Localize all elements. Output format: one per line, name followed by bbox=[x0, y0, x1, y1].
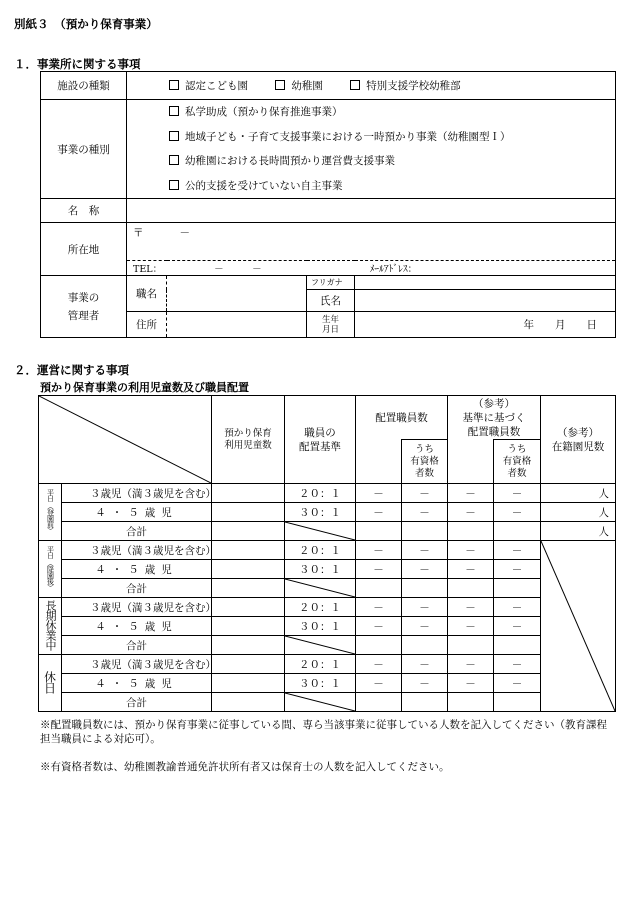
staff-cell[interactable]: － bbox=[356, 655, 402, 674]
ref-staff-cell[interactable]: － bbox=[448, 484, 494, 503]
qual-total-cell[interactable] bbox=[402, 522, 448, 541]
tel-dashes: － － bbox=[214, 264, 262, 275]
staff-total-cell[interactable] bbox=[356, 522, 402, 541]
enrolled-cell[interactable]: 人 bbox=[541, 503, 616, 522]
note-staff: ※配置職員数には、預かり保育事業に従事している間、専ら当該事業に従事している人数を記入してください（教育課程担当職員による対応可）。 bbox=[40, 719, 607, 745]
staff-cell[interactable]: － bbox=[356, 484, 402, 503]
note-qualified: ※有資格者数は、幼稚園教諭普通免許状所有者又は保育士の人数を記入してください。 bbox=[40, 761, 450, 773]
checkbox-business-1[interactable]: 私学助成（預かり保育推進事業） bbox=[169, 100, 615, 125]
ref-qual-cell[interactable]: － bbox=[494, 674, 541, 693]
row-45yr-label: ４・５歳児 bbox=[62, 503, 212, 522]
facility-table bbox=[40, 71, 616, 338]
col-qual-header: うち 有資格 者数 bbox=[402, 440, 448, 484]
checkbox-yochien[interactable]: 幼稚園 bbox=[275, 80, 323, 92]
col-standard-header: 職員の 配置基準 bbox=[285, 396, 356, 484]
business-type-label: 事業の種別 bbox=[41, 100, 127, 199]
ratio-45yr: ３０：１ bbox=[285, 617, 356, 636]
row-total-label: 合計 bbox=[62, 693, 212, 712]
checkbox-icon bbox=[169, 80, 179, 90]
checkbox-kodomoen[interactable]: 認定こども園 bbox=[169, 80, 248, 92]
tel-field[interactable] bbox=[127, 261, 616, 276]
address-field[interactable] bbox=[127, 223, 616, 261]
ref-qual-cell[interactable]: － bbox=[494, 560, 541, 579]
qual-cell[interactable]: － bbox=[402, 484, 448, 503]
ref-staff-total-cell[interactable] bbox=[448, 693, 494, 712]
ref-staff-cell[interactable]: － bbox=[448, 541, 494, 560]
group-weekday-post: 平日 （降園後） bbox=[39, 541, 62, 598]
usage-cell[interactable] bbox=[212, 503, 285, 522]
checkbox-business-4[interactable]: 公的支援を受けていない自主事業 bbox=[169, 174, 615, 199]
checkbox-tokubetsu[interactable]: 特別支援学校幼稚部 bbox=[350, 80, 461, 92]
checkbox-icon bbox=[169, 180, 179, 190]
birth-label: 生年 月日 bbox=[307, 312, 355, 338]
usage-cell[interactable] bbox=[212, 617, 285, 636]
usage-cell[interactable] bbox=[212, 674, 285, 693]
ref-qual-total-cell[interactable] bbox=[494, 579, 541, 598]
ref-staff-total-cell[interactable] bbox=[448, 636, 494, 655]
residence-label: 住所 bbox=[127, 312, 167, 338]
staff-cell[interactable]: － bbox=[356, 617, 402, 636]
section2-subheading: 預かり保育事業の利用児童数及び職員配置 bbox=[40, 381, 249, 394]
qual-cell[interactable]: － bbox=[402, 560, 448, 579]
usage-cell[interactable] bbox=[212, 598, 285, 617]
staff-cell[interactable]: － bbox=[356, 598, 402, 617]
col-ref-header: （参考） 基準に基づく 配置職員数 bbox=[448, 396, 541, 440]
usage-total-cell[interactable] bbox=[212, 522, 285, 541]
manager-label: 事業の 管理者 bbox=[41, 276, 127, 338]
ratio-diagonal bbox=[285, 579, 356, 598]
ref-qual-cell[interactable]: － bbox=[494, 655, 541, 674]
staff-cell[interactable]: － bbox=[356, 674, 402, 693]
ratio-45yr: ３０：１ bbox=[285, 503, 356, 522]
usage-cell[interactable] bbox=[212, 655, 285, 674]
ref-qual-total-cell[interactable] bbox=[494, 693, 541, 712]
fullname-label: 氏名 bbox=[307, 290, 355, 312]
checkbox-icon bbox=[275, 80, 285, 90]
checkbox-icon bbox=[169, 155, 179, 165]
usage-total-cell[interactable] bbox=[212, 636, 285, 655]
qual-cell[interactable]: － bbox=[402, 617, 448, 636]
usage-total-cell[interactable] bbox=[212, 693, 285, 712]
document-header: 別紙３ （預かり保育事業） bbox=[14, 17, 158, 31]
col-staff-header: 配置職員数 bbox=[356, 396, 448, 440]
qual-total-cell[interactable] bbox=[402, 579, 448, 598]
residence-field[interactable] bbox=[167, 312, 307, 338]
ratio-45yr: ３０：１ bbox=[285, 560, 356, 579]
staffing-table bbox=[38, 395, 616, 712]
row-total-label: 合計 bbox=[62, 636, 212, 655]
furigana-field[interactable] bbox=[355, 276, 616, 290]
staff-total-cell[interactable] bbox=[356, 636, 402, 655]
ratio-diagonal bbox=[285, 693, 356, 712]
ref-qual-cell[interactable]: － bbox=[494, 484, 541, 503]
ref-qual-total-cell[interactable] bbox=[494, 636, 541, 655]
fullname-field[interactable] bbox=[355, 290, 616, 312]
postal-dash: － bbox=[179, 227, 190, 239]
row-45yr-label: ４・５歳児 bbox=[62, 674, 212, 693]
group-weekday-pre: 平日 （登園前） bbox=[39, 484, 62, 541]
row-45yr-label: ４・５歳児 bbox=[62, 560, 212, 579]
group-long-holiday: 長期休業中 bbox=[39, 598, 62, 655]
ref-qual-cell[interactable]: － bbox=[494, 541, 541, 560]
row-3yr-label: ３歳児（満３歳児を含む） bbox=[62, 655, 212, 674]
position-field[interactable] bbox=[167, 276, 307, 312]
ratio-diagonal bbox=[285, 636, 356, 655]
address-label: 所在地 bbox=[41, 223, 127, 276]
ref-staff-total-cell[interactable] bbox=[448, 579, 494, 598]
ref-staff-cell[interactable]: － bbox=[448, 598, 494, 617]
diagonal-line bbox=[39, 396, 211, 483]
position-label: 職名 bbox=[127, 276, 167, 312]
usage-cell[interactable] bbox=[212, 484, 285, 503]
staff-cell[interactable]: － bbox=[356, 560, 402, 579]
qual-total-cell[interactable] bbox=[402, 693, 448, 712]
staff-total-cell[interactable] bbox=[356, 579, 402, 598]
qual-cell[interactable]: － bbox=[402, 541, 448, 560]
ref-staff-cell[interactable]: － bbox=[448, 655, 494, 674]
qual-cell[interactable]: － bbox=[402, 598, 448, 617]
enrolled-cell[interactable]: 人 bbox=[541, 484, 616, 503]
ref-qual-cell[interactable]: － bbox=[494, 503, 541, 522]
staff-cell[interactable]: － bbox=[356, 541, 402, 560]
usage-cell[interactable] bbox=[212, 560, 285, 579]
ratio-3yr: ２０：１ bbox=[285, 484, 356, 503]
col-enrolled-header: （参考） 在籍園児数 bbox=[541, 396, 616, 484]
enrolled-total-cell[interactable]: 人 bbox=[541, 522, 616, 541]
postal-mark: 〒 bbox=[133, 227, 144, 239]
ref-qual-cell[interactable]: － bbox=[494, 598, 541, 617]
furigana-label: フリガナ bbox=[307, 276, 355, 290]
qual-cell[interactable]: － bbox=[402, 674, 448, 693]
checkbox-icon bbox=[169, 131, 179, 141]
ref-staff-cell[interactable]: － bbox=[448, 560, 494, 579]
row-45yr-label: ４・５歳児 bbox=[62, 617, 212, 636]
email-label: ﾒｰﾙｱﾄﾞﾚｽ： bbox=[369, 264, 418, 275]
ref-qual-cell[interactable]: － bbox=[494, 617, 541, 636]
staff-cell[interactable]: － bbox=[356, 503, 402, 522]
tel-label: TEL： bbox=[133, 264, 163, 275]
ref-qual-total-cell[interactable] bbox=[494, 522, 541, 541]
col-usage-header: 預かり保育 利用児童数 bbox=[212, 396, 285, 484]
header-diagonal-cell bbox=[39, 396, 212, 484]
section2-heading: ２．運営に関する事項 bbox=[14, 363, 129, 377]
facility-type-label: 施設の種類 bbox=[41, 72, 127, 100]
usage-cell[interactable] bbox=[212, 541, 285, 560]
row-3yr-label: ３歳児（満３歳児を含む） bbox=[62, 541, 212, 560]
checkbox-icon bbox=[350, 80, 360, 90]
name-field[interactable] bbox=[127, 199, 616, 223]
checkbox-icon bbox=[169, 106, 179, 116]
row-total-label: 合計 bbox=[62, 579, 212, 598]
ratio-3yr: ２０：１ bbox=[285, 598, 356, 617]
ratio-45yr: ３０：１ bbox=[285, 674, 356, 693]
checkbox-business-3[interactable]: 幼稚園における長時間預かり運営費支援事業 bbox=[169, 149, 615, 174]
col-qual-ref-header: うち 有資格 者数 bbox=[494, 440, 541, 484]
usage-total-cell[interactable] bbox=[212, 579, 285, 598]
row-3yr-label: ３歳児（満３歳児を含む） bbox=[62, 484, 212, 503]
enrolled-diagonal-cell bbox=[541, 541, 616, 712]
ref-staff-cell[interactable]: － bbox=[448, 674, 494, 693]
section1-heading: １．事業所に関する事項 bbox=[14, 57, 141, 71]
ref-staff-cell[interactable]: － bbox=[448, 503, 494, 522]
checkbox-business-2[interactable]: 地域子ども・子育て支援事業における一時預かり事業（幼稚園型Ｉ） bbox=[169, 125, 615, 150]
qual-cell[interactable]: － bbox=[402, 655, 448, 674]
ref-staff-total-cell[interactable] bbox=[448, 522, 494, 541]
ratio-3yr: ２０：１ bbox=[285, 655, 356, 674]
staff-total-cell[interactable] bbox=[356, 693, 402, 712]
row-total-label: 合計 bbox=[62, 522, 212, 541]
name-label: 名 称 bbox=[41, 199, 127, 223]
row-3yr-label: ３歳児（満３歳児を含む） bbox=[62, 598, 212, 617]
ratio-diagonal bbox=[285, 522, 356, 541]
birth-field[interactable]: 年 月 日 bbox=[355, 312, 616, 338]
ref-staff-cell[interactable]: － bbox=[448, 617, 494, 636]
group-holiday: 休日 bbox=[39, 655, 62, 712]
qual-cell[interactable]: － bbox=[402, 503, 448, 522]
ratio-3yr: ２０：１ bbox=[285, 541, 356, 560]
qual-total-cell[interactable] bbox=[402, 636, 448, 655]
